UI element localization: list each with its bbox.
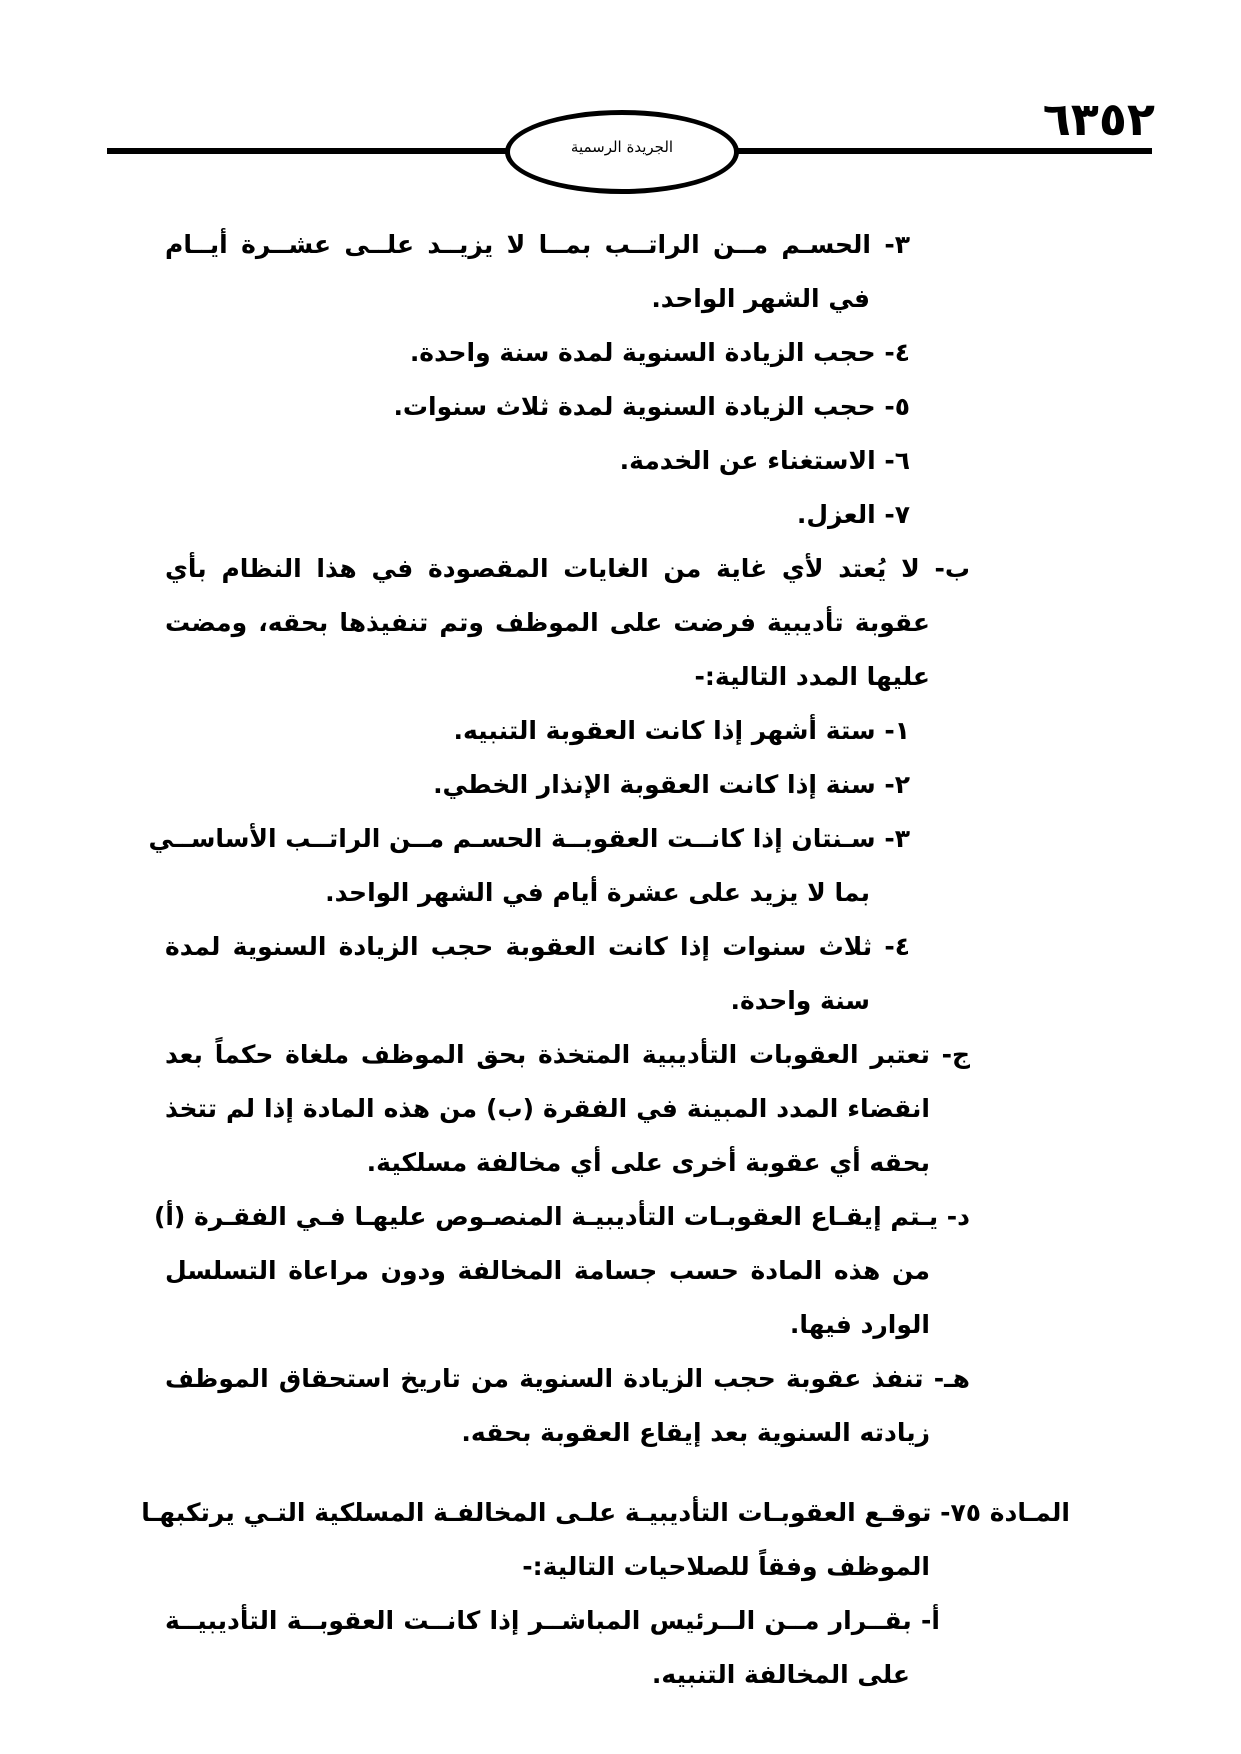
body-line: ب- لا يُعتد لأي غاية من الغايات المقصودة في هذا النظام بأي <box>165 554 970 583</box>
body-line: بحقه أي عقوبة أخرى على أي مخالفة مسلكية. <box>366 1148 930 1177</box>
body-line: ٥- حجب الزيادة السنوية لمدة ثلاث سنوات. <box>393 392 910 421</box>
body-line: ٣- سـنتان إذا كانــت العقوبــة الحسـم مــن الراتــب الأساســي <box>148 824 910 853</box>
article-75-heading-line: المـادة ٧٥- توقـع العقوبـات التأديبيـة علـى المخالفـة المسلكية التـي يرتكبهـا <box>141 1498 1070 1527</box>
body-line: على المخالفة التنبيه. <box>651 1660 910 1689</box>
gazette-title: الجريدة الرسمية <box>570 138 674 156</box>
body-line: انقضاء المدد المبينة في الفقرة (ب) من هذه المادة إذا لم تتخذ <box>165 1094 930 1123</box>
page-number: ٦٣٥٢ <box>1042 92 1155 146</box>
body-line: في الشهر الواحد. <box>651 284 870 313</box>
body-line: ٧- العزل. <box>796 500 910 529</box>
body-line: ٦- الاستغناء عن الخدمة. <box>619 446 910 475</box>
body-line: عقوبة تأديبية فرضت على الموظف وتم تنفيذها بحقه، ومضت <box>165 608 930 637</box>
gazette-title-oval <box>505 110 739 194</box>
body-line: هـ- تنفذ عقوبة حجب الزيادة السنوية من تاريخ استحقاق الموظف <box>165 1364 970 1393</box>
body-line: ج- تعتبر العقوبات التأديبية المتخذة بحق الموظف ملغاة حكماً بعد <box>165 1040 970 1069</box>
body-line: ٣- الحسـم مــن الراتــب بمــا لا يزيــد علــى عشــرة أيــام <box>165 230 910 259</box>
body-line: زيادته السنوية بعد إيقاع العقوبة بحقه. <box>461 1418 930 1447</box>
body-line: الموظف وفقاً للصلاحيات التالية:- <box>522 1552 930 1581</box>
body-line: ٤- حجب الزيادة السنوية لمدة سنة واحدة. <box>409 338 910 367</box>
body-line: ٢- سنة إذا كانت العقوبة الإنذار الخطي. <box>433 770 910 799</box>
body-line: سنة واحدة. <box>730 986 870 1015</box>
body-line: أ- بقــرار مــن الــرئيس المباشــر إذا كانــت العقوبــة التأديبيــة <box>165 1606 940 1635</box>
body-line: عليها المدد التالية:- <box>694 662 930 691</box>
body-line: بما لا يزيد على عشرة أيام في الشهر الواحد. <box>325 878 870 907</box>
body-line: من هذه المادة حسب جسامة المخالفة ودون مراعاة التسلسل <box>165 1256 930 1285</box>
body-line: ١- ستة أشهر إذا كانت العقوبة التنبيه. <box>453 716 910 745</box>
body-line: الوارد فيها. <box>789 1310 930 1339</box>
body-line: ٤- ثلاث سنوات إذا كانت العقوبة حجب الزيادة السنوية لمدة <box>165 932 910 961</box>
body-line: د- يـتم إيقـاع العقوبـات التأديبيـة المنصـوص عليهـا فـي الفقـرة (أ) <box>153 1202 970 1231</box>
